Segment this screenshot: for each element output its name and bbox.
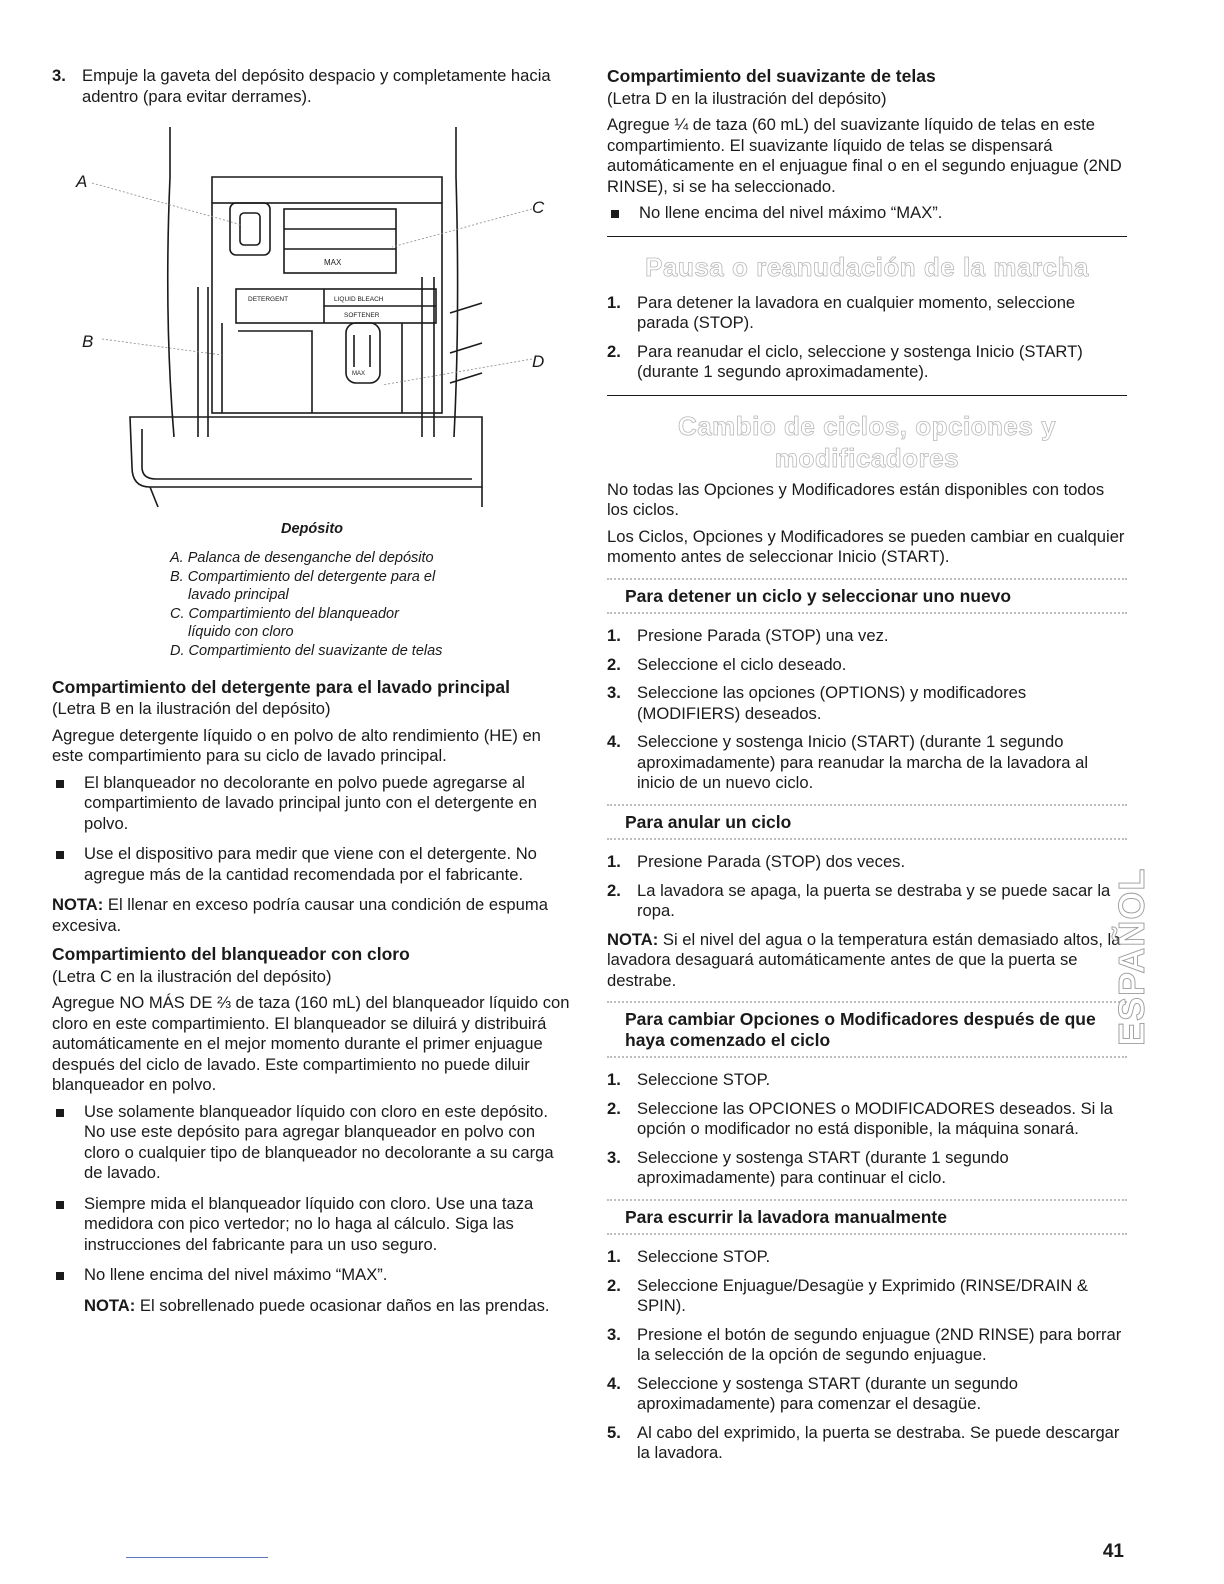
change-title xyxy=(607,410,1127,474)
drain-heading: Para escurrir la lavadora manualmente xyxy=(607,1199,1127,1236)
stop-new-step xyxy=(607,626,1127,647)
softener-bullet: No llene encima del nivel máximo “MAX”. xyxy=(607,203,1127,224)
detergent-letter: (Letra B en la ilustración del depósito) xyxy=(52,699,331,718)
label-max: MAX xyxy=(324,258,342,267)
step-number: 2. xyxy=(607,341,621,361)
bleach-bullet: No llene encima del nivel máximo “MAX”. xyxy=(52,1265,572,1286)
step-text: Seleccione el ciclo deseado. xyxy=(637,654,847,674)
cancel-step xyxy=(607,852,1127,873)
softener-letter: (Letra D en la ilustración del depósito) xyxy=(607,88,887,108)
step-text: Seleccione las opciones (OPTIONS) y modificadores (MODIFIERS) deseados. xyxy=(637,683,1027,723)
step-number: 1. xyxy=(607,626,621,645)
dispenser-illustration xyxy=(62,117,545,517)
change-p1: No todas las Opciones y Modificadores están disponibles con todos los ciclos. xyxy=(607,479,1105,519)
step-text: La lavadora se apaga, la puerta se destraba y se puede sacar la ropa. xyxy=(637,880,1111,920)
label-liquid-bleach: LIQUID BLEACH xyxy=(334,296,384,303)
label-max-small: MAX xyxy=(352,371,366,377)
step-text: Seleccione STOP. xyxy=(637,1070,771,1089)
nota-label: NOTA: xyxy=(607,929,659,949)
drain-step xyxy=(607,1276,1127,1317)
step-number: 4. xyxy=(607,1373,621,1393)
letter-b: B xyxy=(82,332,94,351)
nota-text: El sobrellenado puede ocasionar daños en las prendas. xyxy=(135,1295,550,1315)
nota-label: NOTA: xyxy=(52,895,104,914)
caption-c xyxy=(170,606,572,641)
caption-a xyxy=(170,550,572,568)
change-title-line2: modificadores xyxy=(774,442,960,473)
step-text: Empuje la gaveta del depósito despacio y completamente hacia adentro (para evitar derrames). xyxy=(82,66,551,106)
letter-c: C xyxy=(532,198,545,217)
step-number: 5. xyxy=(607,1422,621,1442)
language-side-tab xyxy=(1112,818,1156,1046)
page-number: 41 xyxy=(1102,1541,1124,1562)
label-detergent: DETERGENT xyxy=(248,296,289,303)
pause-step xyxy=(607,293,1127,334)
caption-b xyxy=(170,569,572,604)
stop-new-heading: Para detener un ciclo y seleccionar uno nuevo xyxy=(607,578,1127,615)
nota-label: NOTA: xyxy=(84,1295,136,1315)
side-tab-text: ESPAÑOL xyxy=(1111,867,1152,1046)
step-text: Presione Parada (STOP) dos veces. xyxy=(637,852,906,871)
caption-text: D. Compartimiento del suavizante de telas xyxy=(170,643,443,659)
detergent-bullet: El blanqueador no decolorante en polvo puede agregarse al compartimiento de lavado principal junto con el detergente en polvo. xyxy=(52,773,572,835)
drain-step xyxy=(607,1325,1127,1366)
cancel-step xyxy=(607,881,1127,922)
pause-step xyxy=(607,342,1127,383)
step-3 xyxy=(52,66,572,107)
step-number: 3. xyxy=(52,66,66,85)
bleach-nota xyxy=(52,1296,572,1317)
step-text: Seleccione Enjuague/Desagüe y Exprimido (RINSE/DRAIN & SPIN). xyxy=(637,1275,1089,1315)
step-text: Seleccione y sostenga START (durante 1 segundo aproximadamente) para continuar el ciclo. xyxy=(637,1147,1009,1187)
change-opts-step xyxy=(607,1070,1127,1091)
detergent-bullet: Use el dispositivo para medir que viene con el detergente. No agregue más de la cantidad recomendada por el fabricante. xyxy=(52,844,572,885)
figure-title: Depósito xyxy=(280,521,344,537)
caption-text: C. Compartimiento del blanqueador xyxy=(170,606,399,622)
left-column xyxy=(52,66,572,1322)
softener-body: Agregue ¼ de taza (60 mL) del suavizante líquido de telas en este compartimiento. El suavizante líquido de telas se dispensará automáticamente en el enjuague final o en el segundo enjuague (2ND RINSE), si se ha seleccionado. xyxy=(607,115,1122,196)
step-text: Para reanudar el ciclo, seleccione y sostenga Inicio (START) (durante 1 segundo aproximadamente). xyxy=(637,341,1083,381)
detergent-body: Agregue detergente líquido o en polvo de alto rendimiento (HE) en este compartimiento para su ciclo de lavado principal. xyxy=(52,725,541,765)
bleach-bullet: Use solamente blanqueador líquido con cloro en este depósito. No use este depósito para agregar blanqueador en polvo con cloro o cualquier tipo de blanqueador no decolorante a su carga de lavado. xyxy=(52,1102,572,1184)
step-text: Seleccione y sostenga Inicio (START) (durante 1 segundo aproximadamente) para reanudar la marcha de la lavadora al inicio de un nuevo ciclo. xyxy=(637,732,1089,792)
step-text: Seleccione las OPCIONES o MODIFICADORES deseados. Si la opción o modificador no está disponible, la máquina sonará. xyxy=(637,1098,1113,1138)
stop-new-step xyxy=(607,655,1127,676)
step-number: 3. xyxy=(607,683,621,702)
letter-d: D xyxy=(532,352,545,371)
caption-d xyxy=(170,643,572,661)
change-p2: Los Ciclos, Opciones y Modificadores se pueden cambiar en cualquier momento antes de seleccionar Inicio (START). xyxy=(607,526,1125,566)
footer-line xyxy=(126,1557,268,1558)
step-number: 1. xyxy=(607,1247,621,1266)
step-number: 1. xyxy=(607,1070,621,1089)
bleach-letter: (Letra C en la ilustración del depósito) xyxy=(52,966,332,986)
change-opts-step xyxy=(607,1099,1127,1140)
step-text: Al cabo del exprimido, la puerta se destraba. Se puede descargar la lavadora. xyxy=(637,1422,1120,1462)
step-text: Presione Parada (STOP) una vez. xyxy=(637,626,889,645)
step-text: Seleccione y sostenga START (durante un segundo aproximadamente) para comenzar el desagüe. xyxy=(637,1373,1018,1413)
step-number: 1. xyxy=(607,292,621,312)
side-tab-graphic xyxy=(1112,818,1156,1046)
caption-text: A. Palanca de desenganche del depósito xyxy=(170,549,434,566)
change-opts-heading: Para cambiar Opciones o Modificadores después de que haya comenzado el ciclo xyxy=(607,1001,1127,1058)
step-number: 3. xyxy=(607,1324,621,1344)
caption-text: B. Compartimiento del detergente para el xyxy=(170,569,436,585)
caption-cont: líquido con cloro xyxy=(188,623,294,640)
step-text: Seleccione STOP. xyxy=(637,1247,771,1266)
detergent-heading: Compartimiento del detergente para el lavado principal xyxy=(52,676,511,697)
step-text: Para detener la lavadora en cualquier momento, seleccione parada (STOP). xyxy=(637,292,1076,332)
bleach-heading: Compartimiento del blanqueador con cloro xyxy=(52,944,410,964)
cancel-heading: Para anular un ciclo xyxy=(607,804,1127,841)
step-number: 4. xyxy=(607,732,621,751)
softener-heading: Compartimiento del suavizante de telas xyxy=(607,66,936,86)
cancel-nota xyxy=(607,930,1127,992)
section-divider xyxy=(607,395,1127,396)
step-number: 2. xyxy=(607,1275,621,1295)
step-text: Presione el botón de segundo enjuague (2ND RINSE) para borrar la selección de la opción de segundo enjuague. xyxy=(637,1324,1122,1364)
bleach-bullet: Siempre mida el blanqueador líquido con cloro. Use una taza medidora con pico vertedor; no lo haga al cálculo. Siga las instrucciones del fabricante para un uso seguro. xyxy=(52,1194,572,1256)
change-opts-step xyxy=(607,1148,1127,1189)
step-number: 1. xyxy=(607,852,621,871)
change-title-line1: Cambio de ciclos, opciones y xyxy=(677,410,1057,441)
stop-new-step xyxy=(607,732,1127,794)
section-divider xyxy=(607,236,1127,237)
step-number: 2. xyxy=(607,1098,621,1118)
right-column xyxy=(607,66,1127,1472)
stop-new-step xyxy=(607,683,1127,724)
step-number: 3. xyxy=(607,1147,621,1167)
drain-step xyxy=(607,1247,1127,1268)
bleach-body: Agregue NO MÁS DE ⅔ de taza (160 mL) del blanqueador líquido con cloro en este compartimiento. El blanqueador se diluirá y distribuirá automáticamente en el mejor momento durante el primer enjuague después del ciclo de lavado. Este compartimiento no puede diluir blanqueador en polvo. xyxy=(52,993,570,1094)
letter-a: A xyxy=(76,172,88,191)
nota-text: El llenar en exceso podría causar una condición de espuma excesiva. xyxy=(52,895,548,935)
pause-title: Pausa o reanudación de la marcha xyxy=(645,251,1089,282)
caption-cont: lavado principal xyxy=(188,586,289,603)
label-softener: SOFTENER xyxy=(344,312,380,319)
step-number: 2. xyxy=(607,654,621,674)
detergent-nota xyxy=(52,895,572,936)
dispenser-drawing xyxy=(62,117,545,517)
drain-step xyxy=(607,1423,1127,1464)
drain-step xyxy=(607,1374,1127,1415)
nota-text: Si el nivel del agua o la temperatura están demasiado altos, la lavadora desaguará automáticamente antes de que la puerta se destrabe. xyxy=(607,929,1121,990)
step-number: 2. xyxy=(607,880,621,900)
